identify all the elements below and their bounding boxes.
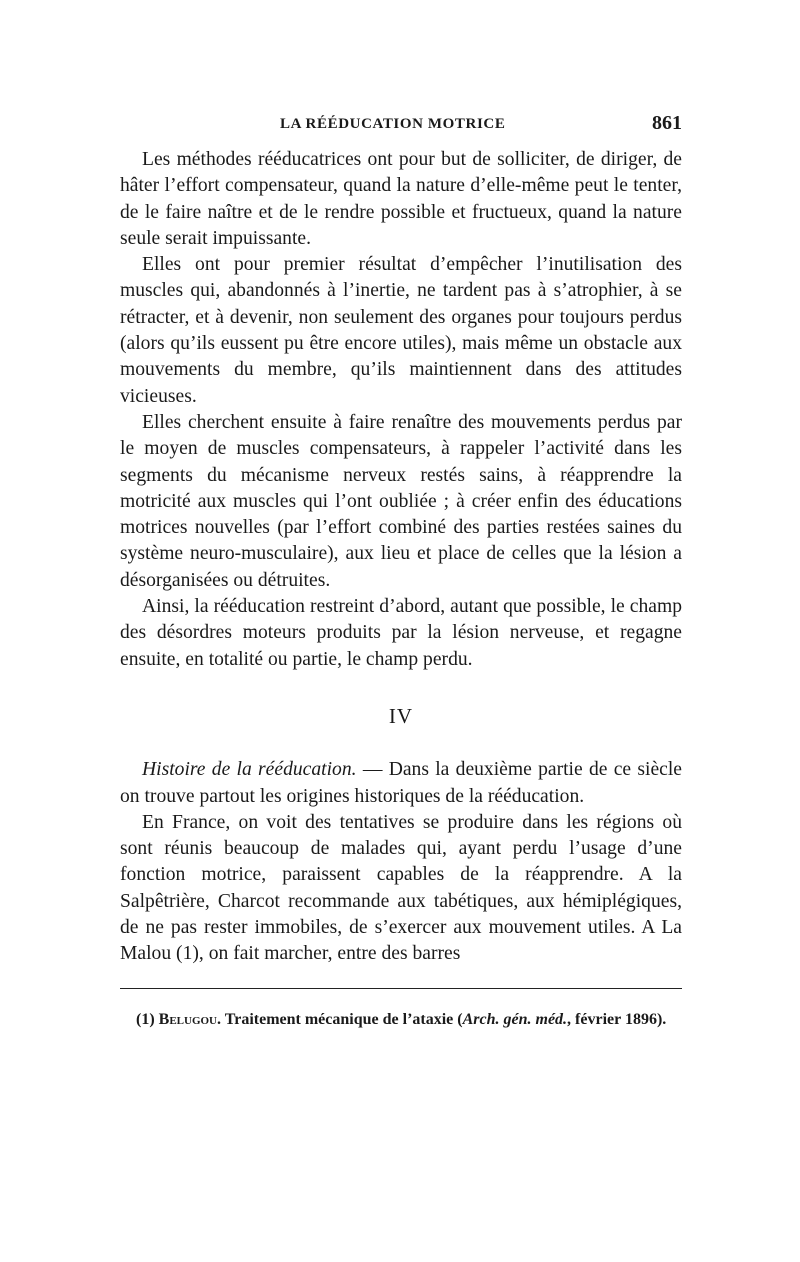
page-number: 861: [652, 112, 682, 134]
section-numeral: IV: [388, 703, 414, 728]
section-heading: Histoire de la rééducation.: [142, 759, 357, 781]
paragraph-history-text: — Dans la deuxième partie de ce siècle on trouve partout les origines historiques de la rééducation.: [120, 759, 682, 807]
running-head: [120, 112, 682, 142]
running-title: LA RÉÉDUCATION MOTRICE: [280, 116, 506, 132]
footnote-text: . Traitement mécanique de l’ataxie (: [217, 1011, 463, 1028]
paragraph: Elles cherchent ensuite à faire renaître des mouvements perdus par le moyen de muscles compensateurs, à rappeler l’activité dans les segments du mécanisme nerveux restés sains, à réapprendre la motricité aux muscles qui l’ont oubliée ; à créer enfin des éducations motrices nouvelles (par l’effort combiné des parties restées saines du système neuro-musculaire), aux lieu et place de celles que la lésion a désorganisées ou détruites.: [120, 411, 682, 591]
footnote-marker: (1): [136, 1011, 159, 1028]
footnote-citation: Arch. gén. méd.: [462, 1011, 568, 1028]
paragraph-history: [120, 757, 682, 810]
footnote-text-end: , février 1896).: [567, 1011, 667, 1028]
body-text: [120, 147, 682, 968]
page: [120, 112, 682, 968]
paragraph: Ainsi, la rééducation restreint d’abord, autant que possible, le champ des désordres moteurs produits par la lésion nerveuse, et regagne ensuite, en totalité ou partie, le champ perdu.: [120, 596, 682, 670]
paragraph: Les méthodes rééducatrices ont pour but de solliciter, de diriger, de hâter l’effort compensateur, quand la nature d’elle-même peut le tenter, de le faire naître et de le rendre possible et fructueux, quand la nature seule serait impuissante.: [120, 149, 682, 249]
footnote: [120, 1010, 682, 1029]
footnote-author: Belugou: [158, 1011, 218, 1028]
paragraph: Elles ont pour premier résultat d’empêcher l’inutilisation des muscles qui, abandonnés à l’inertie, ne tardent pas à s’atrophier, à se rétracter, et à devenir, non seulement des organes pour toujours perdus (alors qu’ils eussent pu être encore utiles), mais même un obstacle aux mouvements du membre, qu’ils maintiennent dans des attitudes vicieuses.: [120, 254, 682, 407]
footnote-rule: [120, 988, 682, 989]
paragraph: En France, on voit des tentatives se produire dans les régions où sont réunis beaucoup de malades qui, ayant perdu l’usage d’une fonction motrice, paraissent capables de la réapprendre. A la Salpêtrière, Charcot recommande aux tabétiques, aux hémiplégiques, de ne pas rester immobiles, de s’exercer aux mouvement utiles. A La Malou (1), on fait marcher, entre des barres: [120, 811, 682, 965]
